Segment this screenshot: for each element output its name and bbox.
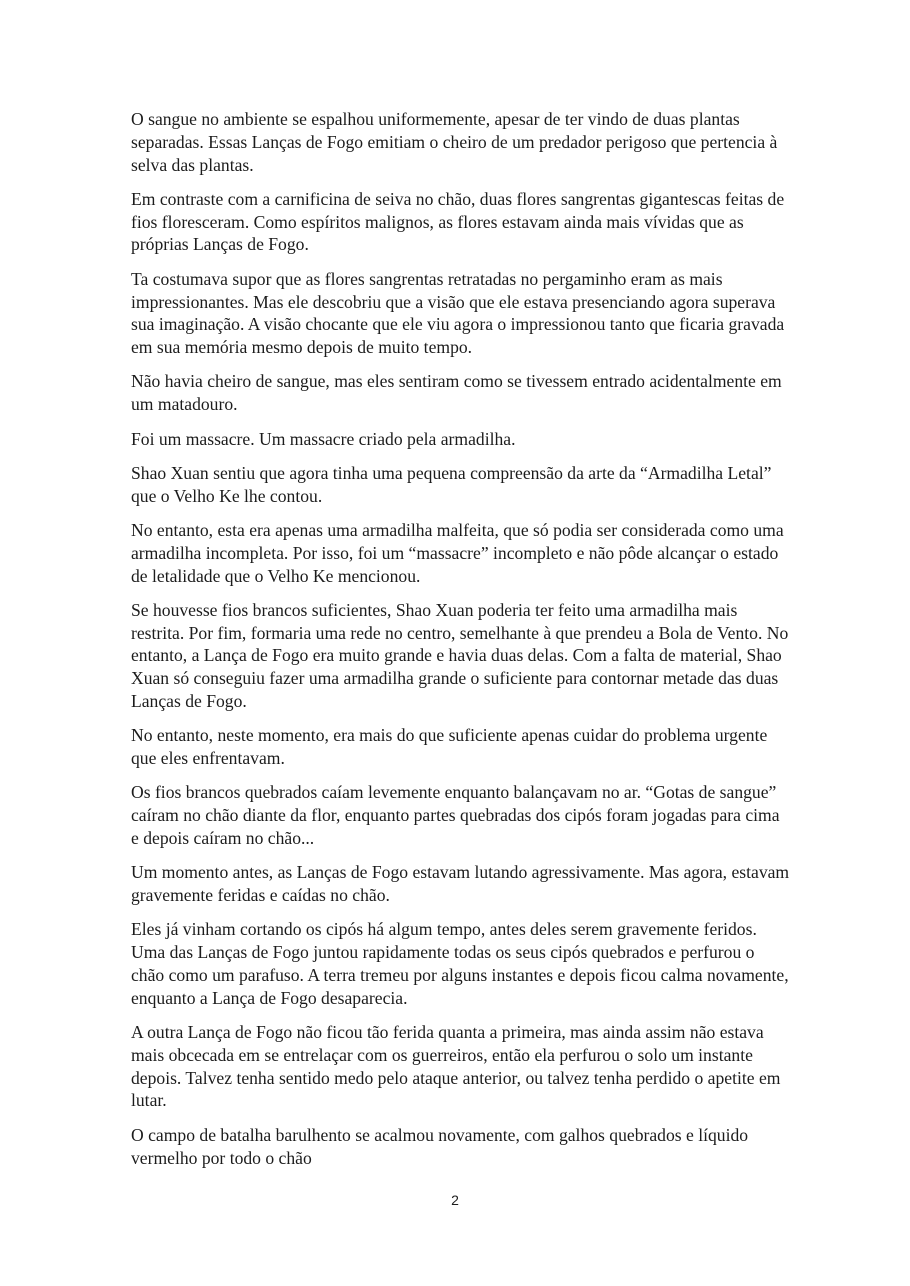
paragraph: Os fios brancos quebrados caíam levemente enquanto balançavam no ar. “Gotas de sangue” caíram no chão diante da flor, enquanto partes quebradas dos cipós foram jogadas para cima e depois caíram no chão... — [131, 782, 780, 849]
paragraph: O campo de batalha barulhento se acalmou novamente, com galhos quebrados e líquido vermelho por todo o chão — [131, 1124, 749, 1168]
paragraph: Um momento antes, as Lanças de Fogo estavam lutando agressivamente. Mas agora, estavam gravemente feridas e caídas no chão. — [131, 862, 790, 906]
paragraph: Eles já vinham cortando os cipós há algum tempo, antes deles serem gravemente feridos. Uma das Lanças de Fogo juntou rapidamente todas os seus cipós quebrados e perfurou o chão como um parafuso. A terra tremeu por alguns instantes e depois ficou calma novamente, enquanto a Lança de Fogo desaparecia. — [131, 919, 789, 1008]
paragraph: Não havia cheiro de sangue, mas eles sentiram como se tivessem entrado acidentalmente em um matadouro. — [131, 371, 782, 415]
paragraph: No entanto, esta era apenas uma armadilha malfeita, que só podia ser considerada como uma armadilha incompleta. Por isso, foi um “massacre” incompleto e não pôde alcançar o estado de letalidade que o Velho Ke mencionou. — [131, 519, 784, 586]
paragraph: O sangue no ambiente se espalhou uniformemente, apesar de ter vindo de duas plantas separadas. Essas Lanças de Fogo emitiam o cheiro de um predador perigoso que pertencia à selva das plantas. — [131, 109, 778, 175]
paragraph: Shao Xuan sentiu que agora tinha uma pequena compreensão da arte da “Armadilha Letal” que o Velho Ke lhe contou. — [131, 462, 772, 506]
page-number: 2 — [451, 1192, 459, 1208]
paragraph: Foi um massacre. Um massacre criado pela armadilha. — [131, 428, 516, 449]
page-body — [131, 108, 791, 1181]
paragraph: A outra Lança de Fogo não ficou tão ferida quanta a primeira, mas ainda assim não estava mais obcecada em se entrelaçar com os guerreiros, então ela perfurou o solo um instante depois. Talvez tenha sentido medo pelo ataque anterior, ou talvez tenha perdido o apetite em lutar. — [131, 1022, 781, 1111]
paragraph: Ta costumava supor que as flores sangrentas retratadas no pergaminho eram as mais impressionantes. Mas ele descobriu que a visão que ele estava presenciando agora superava sua imaginação. A visão chocante que ele viu agora o impressionou tanto que ficaria gravada em sua memória mesmo depois de muito tempo. — [131, 268, 785, 358]
paragraph: No entanto, neste momento, era mais do que suficiente apenas cuidar do problema urgente que eles enfrentavam. — [131, 725, 768, 769]
paragraph: Em contraste com a carnificina de seiva no chão, duas flores sangrentas gigantescas feitas de fios floresceram. Como espíritos malignos, as flores estavam ainda mais vívidas que as próprias Lanças de Fogo. — [131, 188, 785, 255]
paragraph: Se houvesse fios brancos suficientes, Shao Xuan poderia ter feito uma armadilha mais restrita. Por fim, formaria uma rede no centro, semelhante à que prendeu a Bola de Vento. No entanto, a Lança de Fogo era muito grande e havia duas delas. Com a falta de material, Shao Xuan só conseguiu fazer uma armadilha grande o suficiente para contornar metade das duas Lanças de Fogo. — [131, 599, 789, 712]
